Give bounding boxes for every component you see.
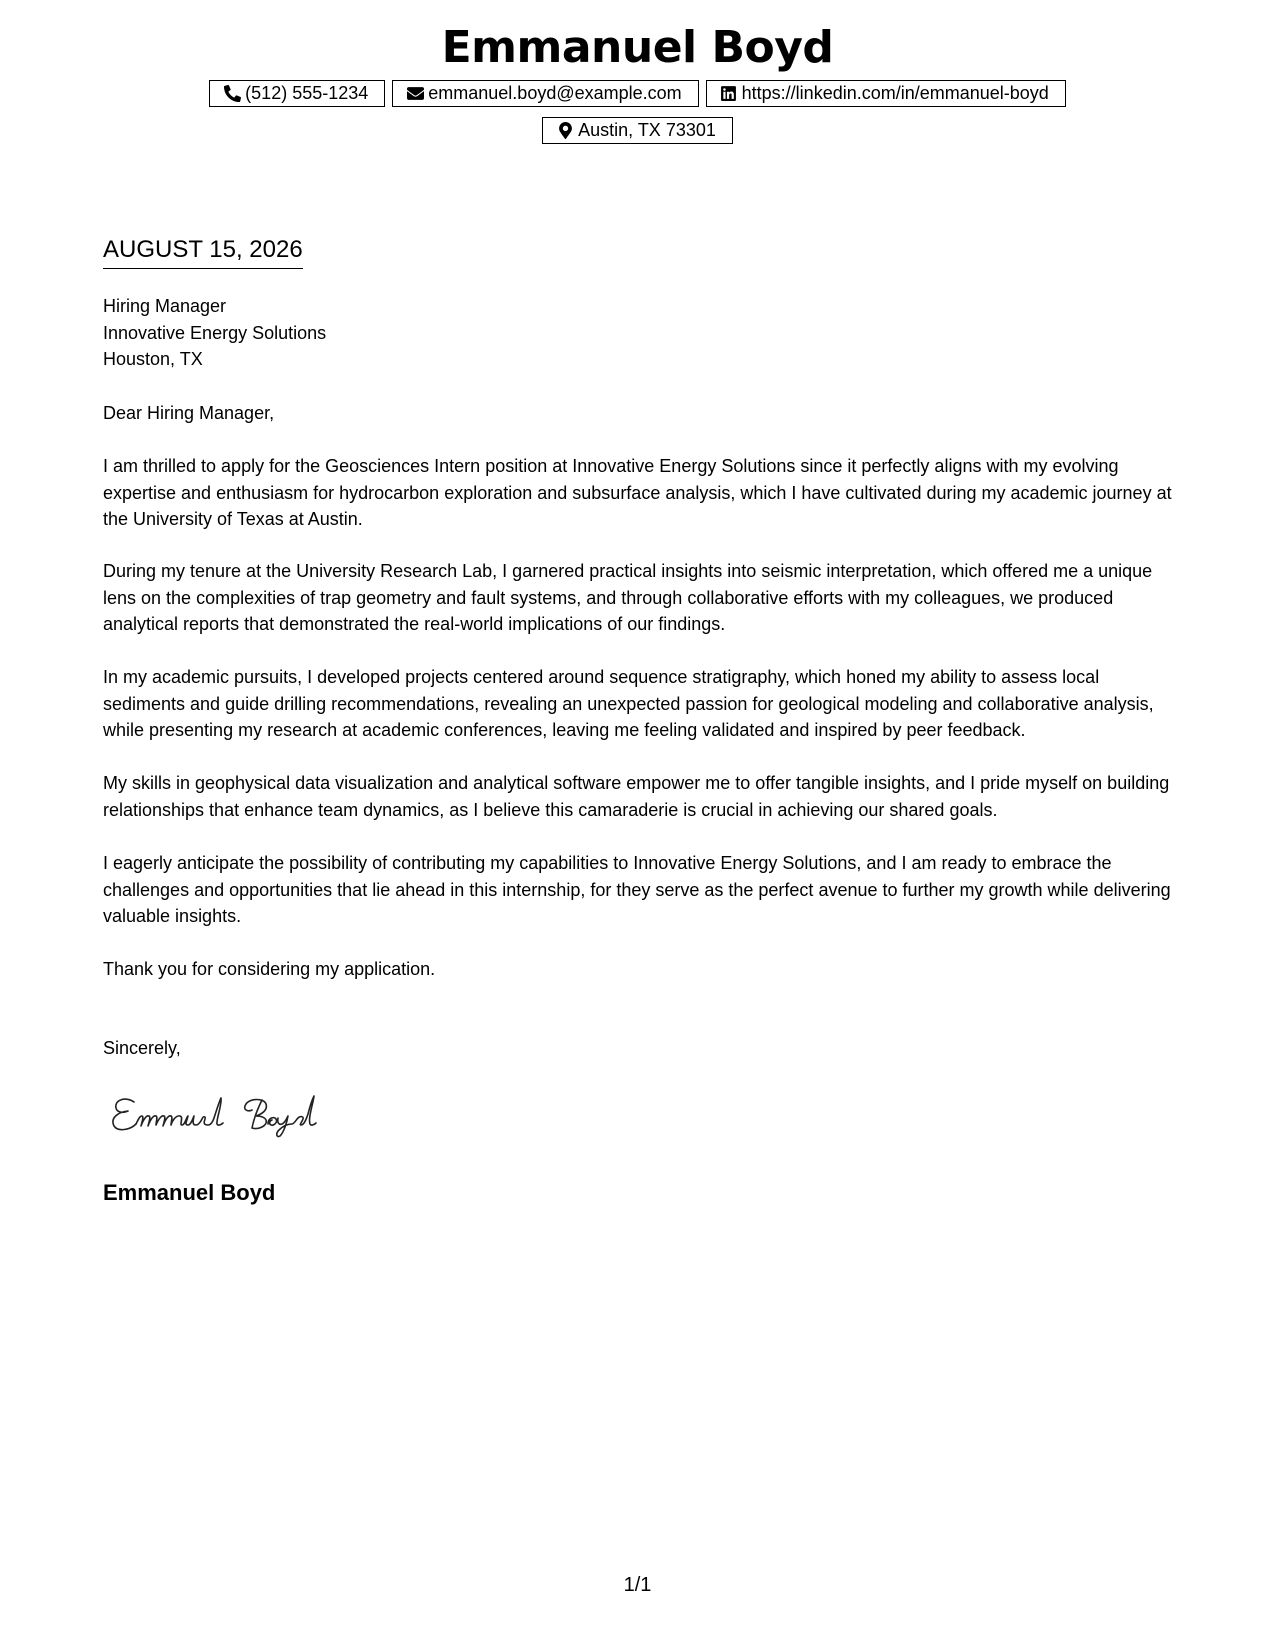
email-text: emmanuel.boyd@example.com [428, 83, 682, 103]
body-paragraph: I am thrilled to apply for the Geosciences Intern position at Innovative Energy Solutions since it perfectly aligns with my evolving expertise and enthusiasm for hydrocarbon exploration and subsurface analysis, which I have cultivated during my academic journey at the University of Texas at Austin. [103, 456, 1172, 529]
thanks-line: Thank you for considering my application. [103, 959, 436, 979]
location-chip[interactable] [542, 117, 733, 144]
applicant-name-heading: Emmanuel Boyd [441, 22, 834, 73]
page-number: 1/1 [623, 1574, 652, 1596]
phone-icon [223, 85, 241, 103]
body-paragraph: I eagerly anticipate the possibility of contributing my capabilities to Innovative Energy Solutions, and I am ready to embrace the challenges and opportunities that lie ahead in this internship, for they serve as the perfect avenue to further my growth while delivering valuable insights. [103, 853, 1171, 926]
phone-chip[interactable] [209, 80, 385, 107]
envelope-icon [406, 85, 424, 103]
body-paragraph: In my academic pursuits, I developed projects centered around sequence stratigraphy, which honed my ability to assess local sediments and guide drilling recommendations, revealing an unexpected passion for geological modeling and collaborative analysis, while presenting my research at academic conferences, leaving me feeling validated and inspired by peer feedback. [103, 667, 1154, 740]
email-chip[interactable] [392, 80, 698, 107]
recipient-location: Houston, TX [103, 349, 203, 369]
linkedin-chip[interactable] [706, 80, 1066, 107]
map-pin-icon [556, 122, 574, 140]
recipient-title: Hiring Manager [103, 296, 227, 316]
phone-text: (512) 555-1234 [245, 83, 369, 103]
body-paragraph: During my tenure at the University Research Lab, I garnered practical insights into seismic interpretation, which offered me a unique lens on the complexities of trap geometry and fault systems, and through collaborative efforts with my colleagues, we produced analytical reports that demonstrated the real-world implications of our findings. [103, 561, 1153, 634]
linkedin-icon [720, 85, 738, 103]
signature-image [108, 1088, 368, 1138]
contact-row [0, 80, 1275, 107]
location-text: Austin, TX 73301 [578, 120, 716, 140]
handwritten-signature [108, 1088, 368, 1138]
recipient-company: Innovative Energy Solutions [103, 322, 327, 343]
signer-name: Emmanuel Boyd [103, 1180, 276, 1205]
body-paragraph: My skills in geophysical data visualization and analytical software empower me to offer tangible insights, and I pride myself on building relationships that enhance team dynamics, as I believe this camaraderie is crucial in achieving our shared goals. [103, 773, 1170, 820]
linkedin-text: https://linkedin.com/in/emmanuel-boyd [741, 83, 1049, 103]
letter-date: AUGUST 15, 2026 [103, 235, 303, 269]
salutation: Dear Hiring Manager, [103, 403, 275, 423]
contact-row-location [0, 117, 1275, 144]
closing-line: Sincerely, [103, 1038, 181, 1058]
recipient-block [103, 293, 1183, 373]
